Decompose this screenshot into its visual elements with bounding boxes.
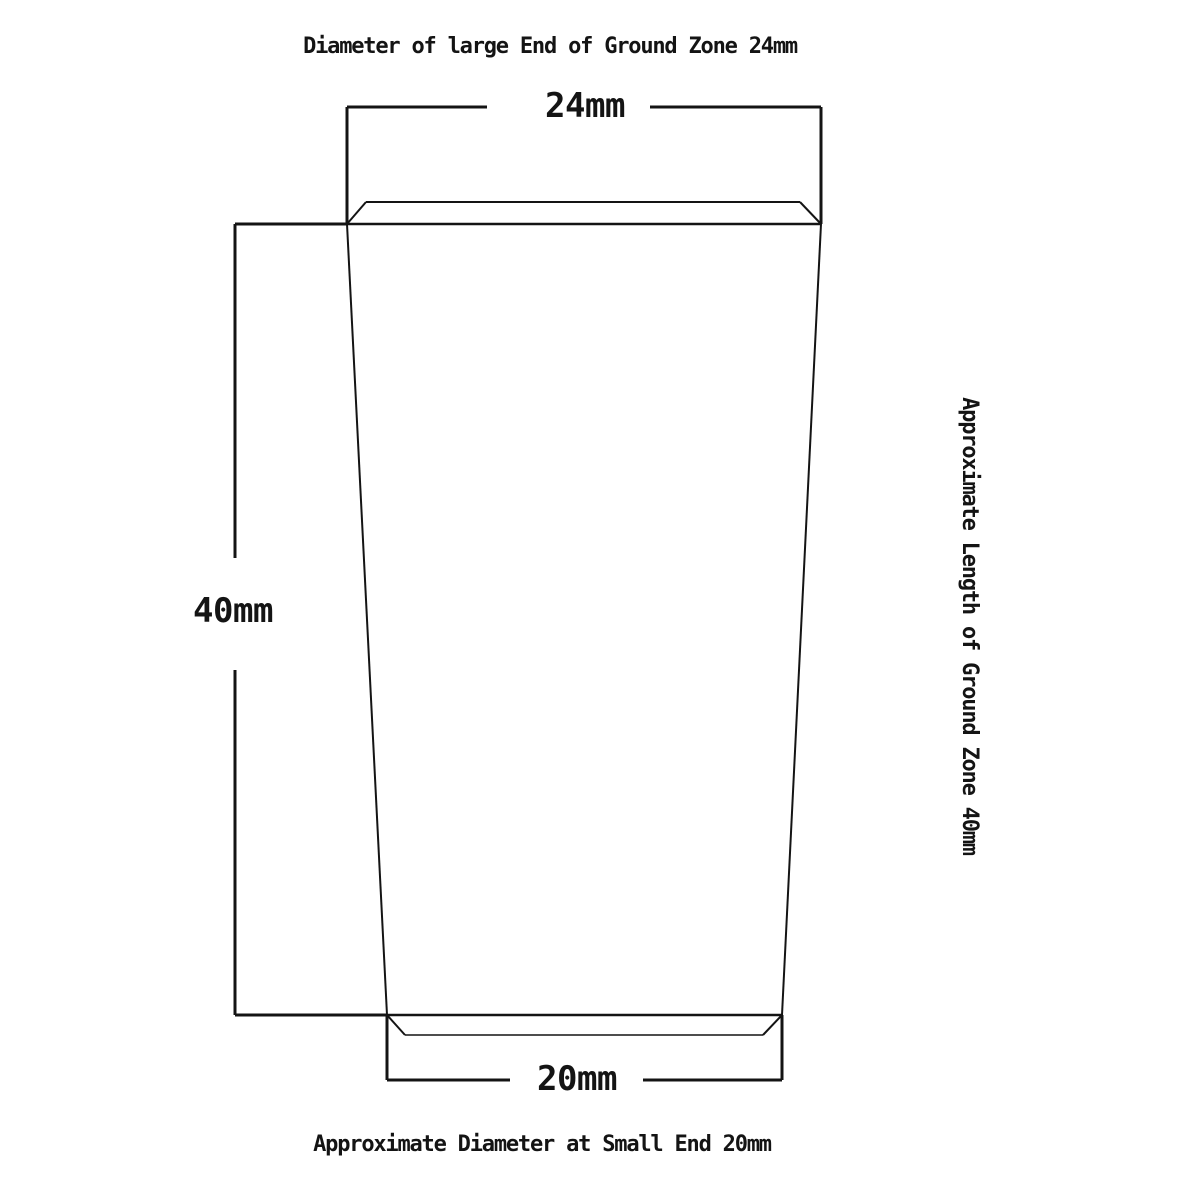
side-length-label: Approximate Length of Ground Zone 40mm: [957, 397, 982, 855]
joint-top-left-chamfer: [347, 202, 366, 224]
diagram-title: Diameter of large End of Ground Zone 24mm: [303, 34, 797, 59]
joint-bottom-left-chamfer: [387, 1015, 405, 1035]
joint-right-edge: [782, 224, 821, 1015]
joint-outline: [347, 202, 821, 1035]
small-end-dimension-label: 20mm: [537, 1059, 617, 1099]
joint-top-right-chamfer: [800, 202, 821, 224]
joint-bottom-right-chamfer: [763, 1015, 782, 1035]
length-dimension-label: 40mm: [193, 591, 273, 631]
drawing-lines: [235, 107, 821, 1080]
bottom-caption: Approximate Diameter at Small End 20mm: [313, 1132, 771, 1157]
joint-left-edge: [347, 224, 387, 1015]
large-end-dimension-label: 24mm: [545, 86, 625, 126]
